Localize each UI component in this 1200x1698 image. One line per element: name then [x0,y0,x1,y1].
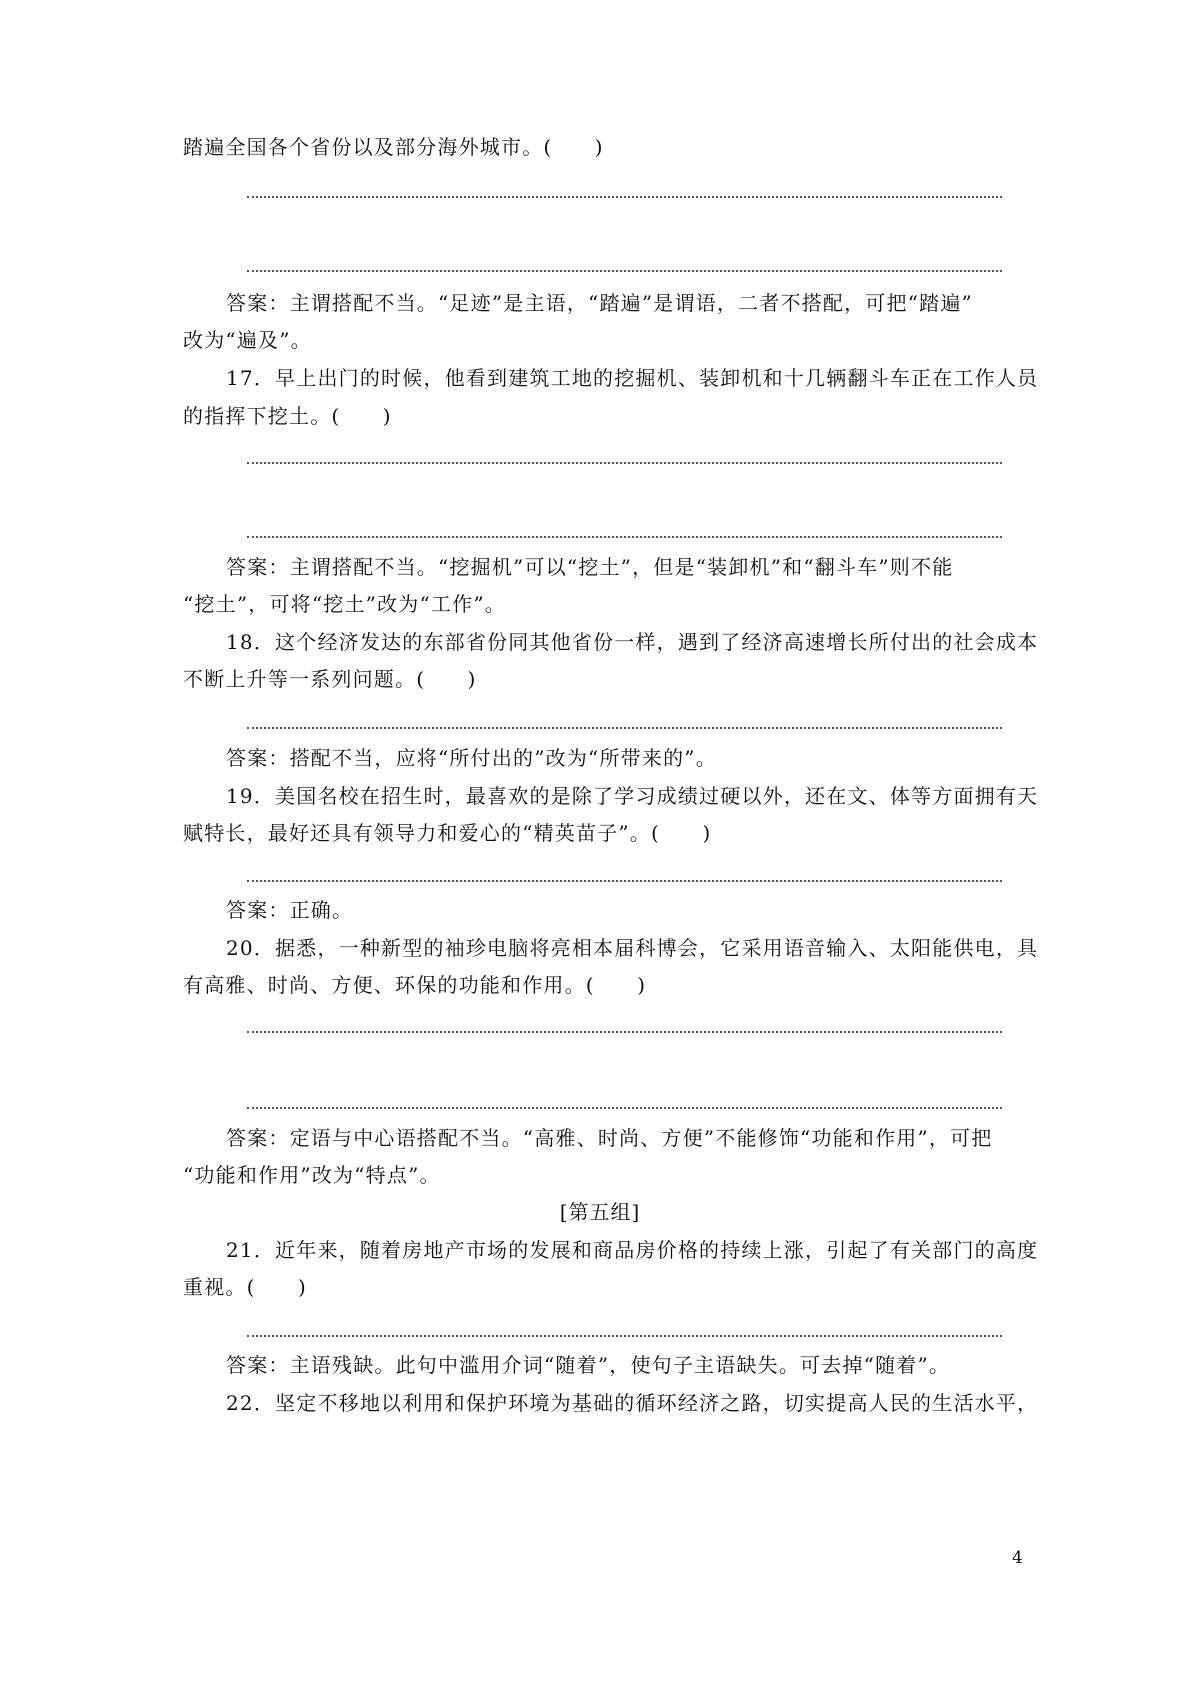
answer-18: 答案：搭配不当，应将“所付出的”改为“所带来的”。 [226,746,717,770]
answer-20-line-2: “功能和作用”改为“特点”。 [183,1163,441,1187]
answer-blank-line [247,462,1002,464]
answer-17-line-1: 答案：主谓搭配不当。“挖掘机”可以“挖土”，但是“装卸机”和“翻斗车”则不能 [226,555,954,579]
question-20-line-2: 有高雅、时尚、方便、环保的功能和作用。( ) [183,973,647,997]
question-18-line-2: 不断上升等一系列问题。( ) [183,667,477,691]
answer-blank-line [247,1031,1002,1033]
answer-blank-line [247,1335,1002,1337]
question-19-line-2: 赋特长，最好还具有领导力和爱心的“精英苗子”。( ) [183,821,712,845]
question-16-tail: 踏遍全国各个省份以及部分海外城市。( ) [183,135,604,159]
answer-blank-line [247,196,1002,198]
answer-blank-line [247,536,1002,538]
answer-blank-line [247,1107,1002,1109]
answer-19: 答案：正确。 [226,898,354,922]
question-21-line-1: 21．近年来，随着房地产市场的发展和商品房价格的持续上涨，引起了有关部门的高度 [226,1238,1039,1262]
answer-16-line-2: 改为“遍及”。 [183,328,312,352]
page-number: 4 [1012,1548,1023,1568]
question-22-line-1: 22．坚定不移地以利用和保护环境为基础的循环经济之路，切实提高人民的生活水平， [226,1391,1039,1415]
answer-20-line-1: 答案：定语与中心语搭配不当。“高雅、时尚、方便”不能修饰“功能和作用”，可把 [226,1126,993,1150]
answer-17-line-2: “挖土”，可将“挖土”改为“工作”。 [183,592,506,616]
answer-16-line-1: 答案：主谓搭配不当。“足迹”是主语，“踏遍”是谓语，二者不搭配，可把“踏遍” [226,291,973,315]
answer-blank-line [247,727,1002,729]
group-heading: [第五组] [559,1200,641,1224]
question-21-line-2: 重视。( ) [183,1275,308,1299]
answer-blank-line [247,880,1002,882]
answer-21: 答案：主语残缺。此句中滥用介词“随着”，使句子主语缺失。可去掉“随着”。 [226,1353,951,1377]
answer-blank-line [247,270,1002,272]
question-17-line-2: 的指挥下挖土。( ) [183,404,392,428]
question-18-line-1: 18．这个经济发达的东部省份同其他省份一样，遇到了经济高速增长所付出的社会成本 [226,630,1039,654]
question-20-line-1: 20．据悉，一种新型的袖珍电脑将亮相本届科博会，它采用语音输入、太阳能供电，具 [226,936,1039,960]
question-17-line-1: 17．早上出门的时候，他看到建筑工地的挖掘机、装卸机和十几辆翻斗车正在工作人员 [226,366,1039,390]
question-19-line-1: 19．美国名校在招生时，最喜欢的是除了学习成绩过硬以外，还在文、体等方面拥有天 [226,784,1039,808]
